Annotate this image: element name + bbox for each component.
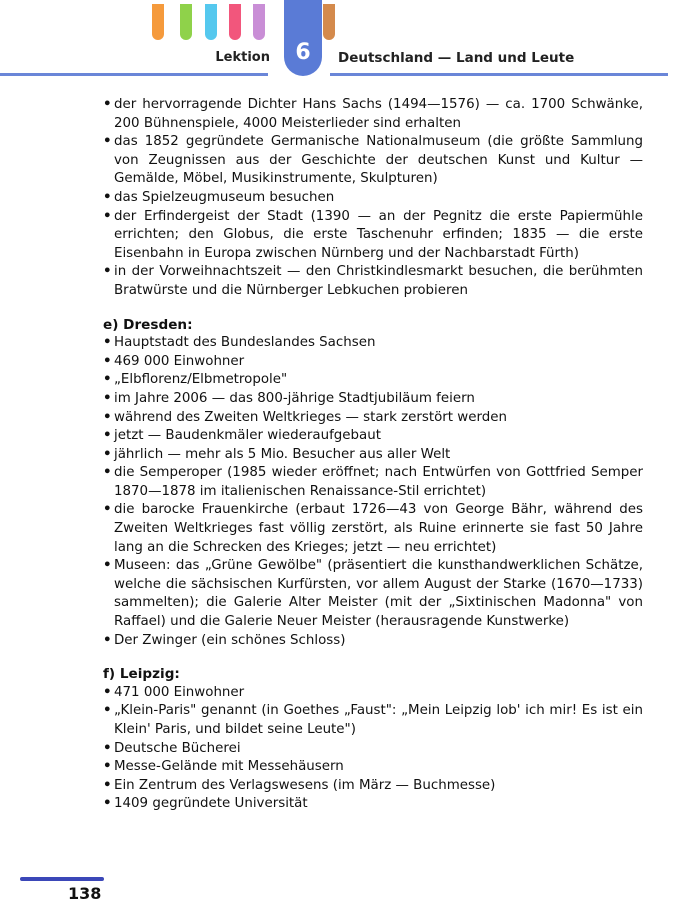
header-rule-left: [0, 73, 268, 76]
list-item: • Deutsche Bücherei: [103, 740, 643, 759]
chapter-tab-5: [253, 4, 265, 40]
list-item: • der hervorragende Dichter Hans Sachs (1494—1576) — ca. 1700 Schwänke, 200 Bühnenspiele, 4000 Meisterlieder sind erhalten: [103, 96, 643, 133]
chapter-tab-3: [205, 4, 217, 40]
chapter-tab-7: [323, 4, 335, 40]
dresden-list: [103, 334, 643, 650]
header-rule-right: [330, 73, 668, 76]
list-item: • „Klein-Paris" genannt (in Goethes „Faust": „Mein Leipzig lob' ich mir! Es ist ein Klein' Paris, und bildet seine Leute"): [103, 702, 643, 739]
chapter-tab-4: [229, 4, 241, 40]
list-item: • Der Zwinger (ein schönes Schloss): [103, 632, 643, 651]
chapter-tab-2: [180, 4, 192, 40]
list-item: • jetzt — Baudenkmäler wiederaufgebaut: [103, 427, 643, 446]
list-item: • im Jahre 2006 — das 800-jährige Stadtjubiläum feiern: [103, 390, 643, 409]
list-item: • die barocke Frauenkirche (erbaut 1726—43 von George Bähr, während des Zweiten Weltkrieges fast völlig zerstört, als Ruine erinnerte sie fast 50 Jahre lang an die Schrecken des Krieges; jetzt — neu errichtet): [103, 501, 643, 557]
footer-rule: [20, 877, 104, 881]
nuremberg-list: [103, 96, 643, 301]
list-item: • „Elbflorenz/Elbmetropole": [103, 371, 643, 390]
list-item: • Museen: das „Grüne Gewölbe" (präsentiert die kunsthandwerklichen Schätze, welche die sächsischen Kurfürsten, vor allem August der Starke (1670—1733) sammelten); die Galerie Alter Meister (mit der „Sixtinischen Madonna" von Raffael) und die Galerie Neuer Meister (herausragende Kunstwerke): [103, 557, 643, 631]
list-item: • während des Zweiten Weltkrieges — stark zerstört werden: [103, 409, 643, 428]
list-item: • Messe-Gelände mit Messehäusern: [103, 758, 643, 777]
list-item: • in der Vorweihnachtszeit — den Christkindlesmarkt besuchen, die berühmten Bratwürste und die Nürnberger Lebkuchen probieren: [103, 263, 643, 300]
section-heading-dresden: e) Dresden:: [103, 316, 193, 333]
section-heading-leipzig: f) Leipzig:: [103, 666, 180, 683]
list-item: • 469 000 Einwohner: [103, 353, 643, 372]
lesson-number: 6: [295, 40, 311, 65]
lesson-label: Lektion: [215, 50, 270, 65]
chapter-tab-1: [152, 4, 164, 40]
chapter-title: Deutschland — Land und Leute: [338, 50, 575, 66]
list-item: • jährlich — mehr als 5 Mio. Besucher aus aller Welt: [103, 446, 643, 465]
list-item: • Ein Zentrum des Verlagswesens (im März — Buchmesse): [103, 777, 643, 796]
leipzig-list: [103, 684, 643, 814]
list-item: • das Spielzeugmuseum besuchen: [103, 189, 643, 208]
list-item: • die Semperoper (1985 wieder eröffnet; nach Entwürfen von Gottfried Semper 1870—1878 im italienischen Renaissance-Stil errichtet): [103, 464, 643, 501]
list-item: • 1409 gegründete Universität: [103, 795, 643, 814]
page-content: [103, 96, 643, 814]
list-item: • Hauptstadt des Bundeslandes Sachsen: [103, 334, 643, 353]
list-item: • 471 000 Einwohner: [103, 684, 643, 703]
list-item: • das 1852 gegründete Germanische Nationalmuseum (die größte Sammlung von Zeugnissen aus der Geschichte der deutschen Kunst und Kultur — Gemälde, Möbel, Musikinstrumente, Skulpturen): [103, 133, 643, 189]
page-number: 138: [68, 884, 102, 903]
list-item: • der Erfindergeist der Stadt (1390 — an der Pegnitz die erste Papiermühle errichten; den Globus, die erste Taschenuhr erfinden; 1835 — die erste Eisenbahn in Europa zwischen Nürnberg und der Nachbarstadt Fürth): [103, 208, 643, 264]
lesson-number-badge: [284, 0, 322, 76]
